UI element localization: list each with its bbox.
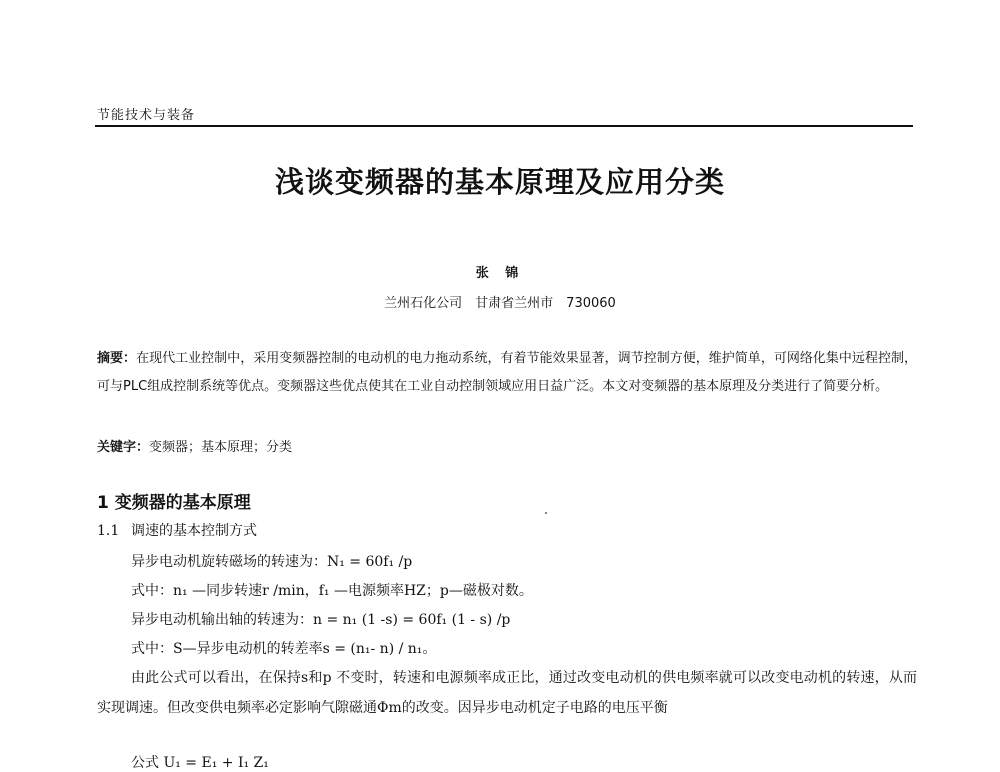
abstract-label: 摘要： xyxy=(97,351,137,366)
formula-line: 异步电动机旋转磁场的转速为：N₁ = 60f₁ /p xyxy=(131,554,413,570)
body-paragraph: 由此公式可以看出，在保持s和p 不变时，转速和电源频率成正比，通过改变电动机的供电频率就可以改变电动机的转速，从而实现调速。但改变供电频率必定影响气隙磁通Φm的改变。因异步电动机定子电路的电压平衡 xyxy=(97,670,917,716)
keywords xyxy=(97,434,917,462)
header-rule xyxy=(95,125,913,127)
formula-line: 式中：n₁ —同步转速r /min，f₁ —电源频率HZ；p—磁极对数。 xyxy=(131,583,533,599)
formula-line: 异步电动机输出轴的转速为：n = n₁ (1 -s) = 60f₁ (1 - s) /p xyxy=(131,612,511,628)
section-heading: 1 变频器的基本原理 xyxy=(97,493,251,513)
subsection-heading xyxy=(97,520,257,540)
formula-line-cutoff: 公式 U₁ = E₁ + I₁ Z₁ xyxy=(131,755,269,771)
paper-title: 浅谈变频器的基本原理及应用分类 xyxy=(274,165,725,199)
abstract xyxy=(97,345,917,401)
keywords-text: 变频器；基本原理；分类 xyxy=(149,440,293,455)
abstract-text: 在现代工业控制中，采用变频器控制的电动机的电力拖动系统，有着节能效果显著，调节控制方便，维护简单，可网络化集中远程控制，可与PLC组成控制系统等优点。变频器这些优点使其在工业自动控制领域应用日益广泛。本文对变频器的基本原理及分类进行了简要分析。 xyxy=(97,351,917,394)
subsection-title: 调速的基本控制方式 xyxy=(131,523,257,539)
formula-line: 式中：S—异步电动机的转差率s = (n₁- n) / n₁。 xyxy=(131,641,437,657)
journal-section-label: 节能技术与装备 xyxy=(97,108,196,123)
author-affiliation: 兰州石化公司 甘肃省兰州市 730060 xyxy=(384,296,616,311)
author-name: 张 锦 xyxy=(475,266,525,281)
keywords-label: 关键字： xyxy=(97,440,150,455)
subsection-number: 1.1 xyxy=(97,523,120,539)
scan-speck xyxy=(545,512,547,514)
